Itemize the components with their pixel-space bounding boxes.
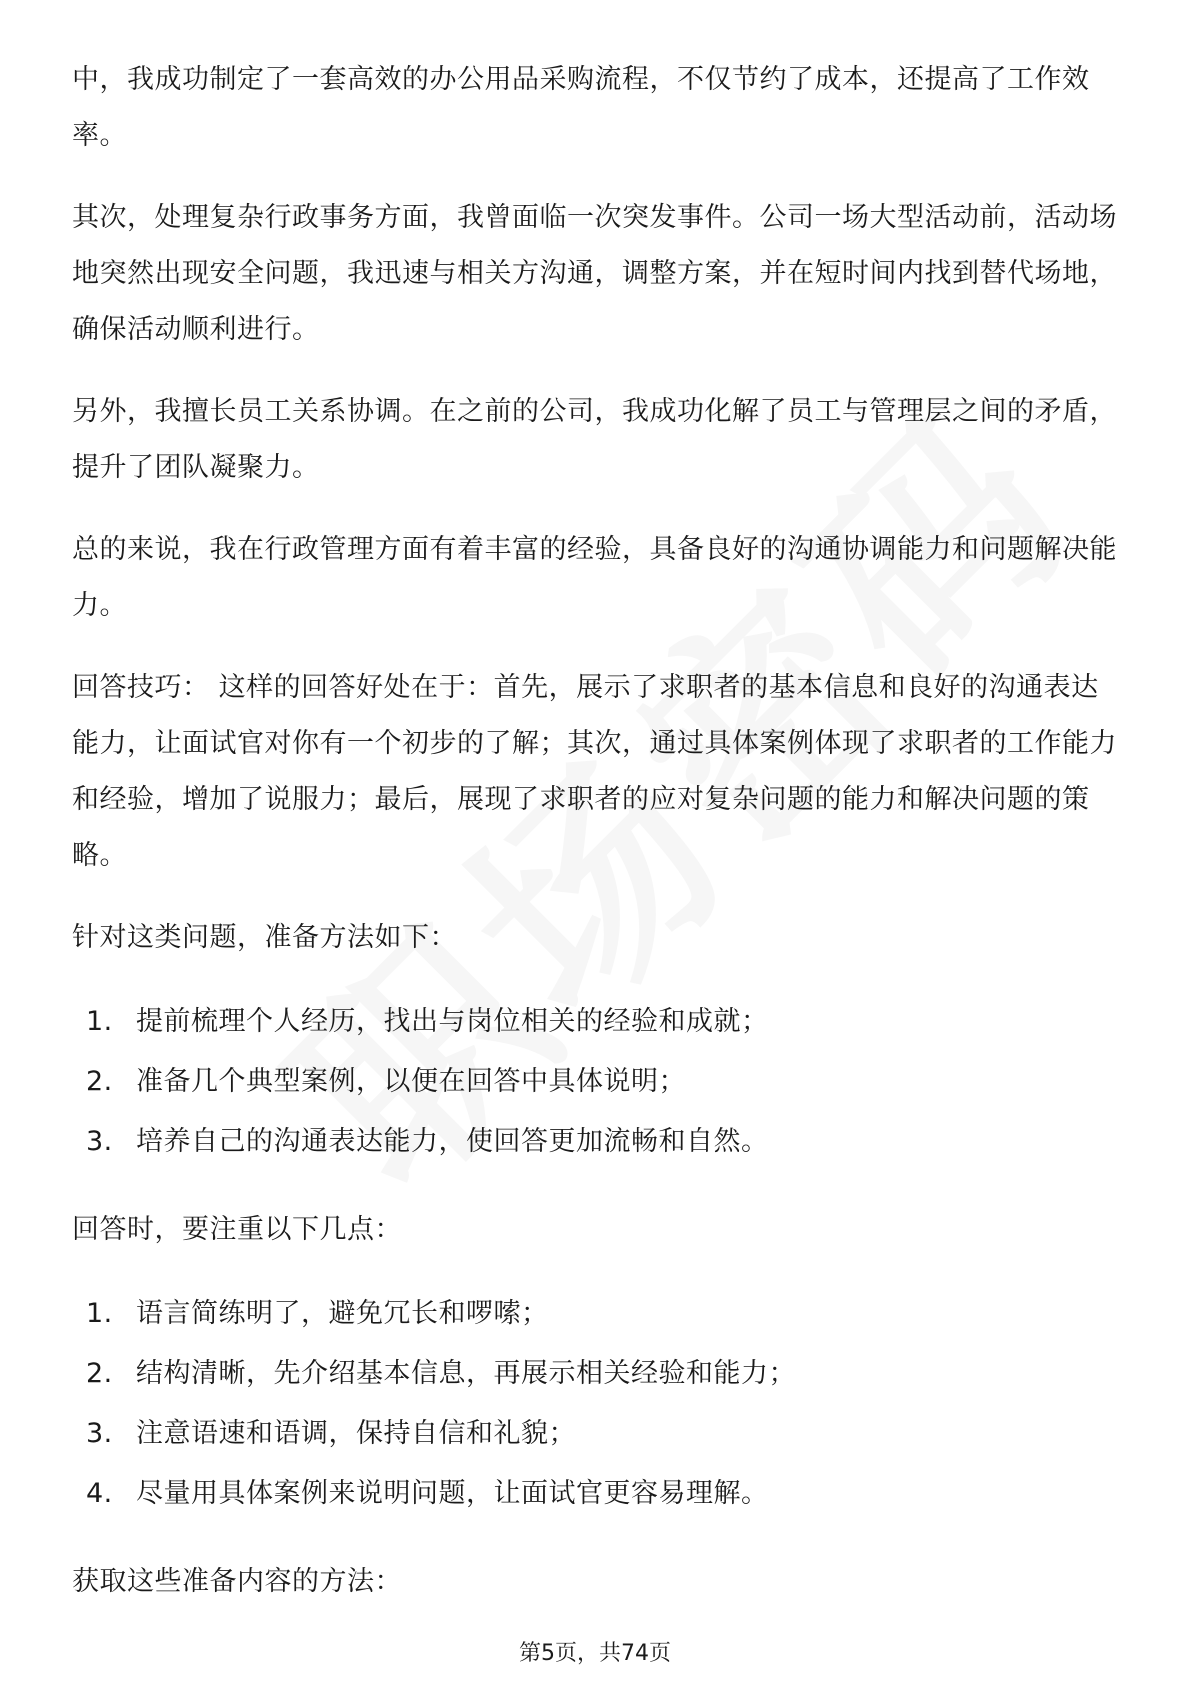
- answer-tips-paragraph: 回答技巧： 这样的回答好处在于：首先，展示了求职者的基本信息和良好的沟通表达能力，让面试官对你有一个初步的了解；其次，通过具体案例体现了求职者的工作能力和经验，增加了说服力；最后，展现了求职者的应对复杂问题的能力和解决问题的策略。: [72, 672, 1117, 871]
- list-text: 准备几个典型案例，以便在回答中具体说明；: [136, 1066, 686, 1097]
- paragraph: 总的来说，我在行政管理方面有着丰富的经验，具备良好的沟通协调能力和问题解决能力。: [72, 534, 1117, 621]
- paragraph: 中，我成功制定了一套高效的办公用品采购流程，不仅节约了成本，还提高了工作效率。: [72, 64, 1090, 151]
- list-number: 2.: [86, 1066, 113, 1097]
- list-text: 提前梳理个人经历，找出与岗位相关的经验和成就；: [136, 1006, 769, 1037]
- list-item: [72, 1052, 1122, 1112]
- list-item: [72, 1464, 1122, 1524]
- list-number: 3.: [86, 1418, 113, 1449]
- paragraph: 另外，我擅长员工关系协调。在之前的公司，我成功化解了员工与管理层之间的矛盾，提升了团队凝聚力。: [72, 396, 1117, 483]
- list-item: [72, 1344, 1122, 1404]
- paragraph: 其次，处理复杂行政事务方面，我曾面临一次突发事件。公司一场大型活动前，活动场地突然出现安全问题，我迅速与相关方沟通，调整方案，并在短时间内找到替代场地，确保活动顺利进行。: [72, 202, 1117, 345]
- list-number: 3.: [86, 1126, 113, 1157]
- list-number: 4.: [86, 1478, 113, 1509]
- list-text: 注意语速和语调，保持自信和礼貌；: [136, 1418, 576, 1449]
- closing-paragraph: 获取这些准备内容的方法：: [72, 1566, 402, 1597]
- list-number: 1.: [86, 1298, 113, 1329]
- page-number-footer: 第5页，共74页: [519, 1641, 671, 1666]
- list-text: 尽量用具体案例来说明问题，让面试官更容易理解。: [136, 1478, 769, 1509]
- list-item: [72, 1404, 1122, 1464]
- answer-intro: 回答时，要注重以下几点：: [72, 1214, 402, 1245]
- list-item: [72, 1112, 1122, 1172]
- list-item: [72, 992, 1122, 1052]
- list-text: 培养自己的沟通表达能力，使回答更加流畅和自然。: [136, 1126, 769, 1157]
- answer-list: [72, 1284, 1122, 1524]
- prep-list: [72, 992, 1122, 1172]
- list-number: 2.: [86, 1358, 113, 1389]
- prep-intro: 针对这类问题，准备方法如下：: [72, 922, 457, 953]
- document-body: [72, 52, 1122, 1636]
- list-number: 1.: [86, 1006, 113, 1037]
- list-item: [72, 1284, 1122, 1344]
- list-text: 结构清晰，先介绍基本信息，再展示相关经验和能力；: [136, 1358, 796, 1389]
- list-text: 语言简练明了，避免冗长和啰嗦；: [136, 1298, 549, 1329]
